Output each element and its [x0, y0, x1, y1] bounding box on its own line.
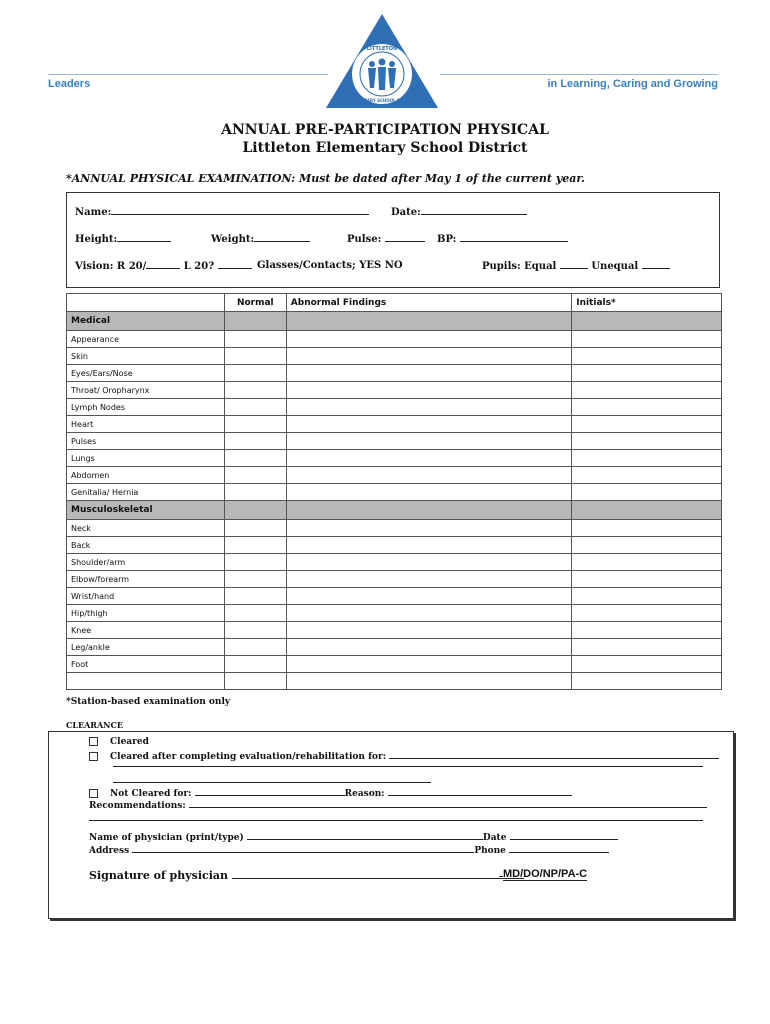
initials-cell[interactable]: [572, 450, 722, 467]
district-logo: [324, 12, 440, 112]
normal-cell[interactable]: [224, 622, 286, 639]
address-field[interactable]: [132, 844, 474, 853]
station-note: *Station-based examination only: [66, 697, 231, 707]
table-row: [67, 588, 722, 605]
normal-cell[interactable]: [224, 588, 286, 605]
section-row: [67, 312, 722, 331]
normal-cell[interactable]: [224, 520, 286, 537]
normal-cell[interactable]: [224, 571, 286, 588]
initials-cell[interactable]: [572, 673, 722, 690]
pupils-equal-label: Pupils: Equal: [482, 261, 557, 272]
initials-cell[interactable]: [572, 382, 722, 399]
table-header-cell: Abnormal Findings: [286, 294, 571, 312]
table-row: [67, 639, 722, 656]
cleared-after-line-2[interactable]: [113, 766, 703, 767]
abnormal-findings-cell[interactable]: [286, 656, 571, 673]
abnormal-findings-cell[interactable]: [286, 673, 571, 690]
exam-item-label: Hip/thigh: [67, 605, 225, 622]
section-row: [67, 501, 722, 520]
section-cell: [224, 312, 286, 331]
section-cell: [286, 312, 571, 331]
table-row: [67, 673, 722, 690]
normal-cell[interactable]: [224, 673, 286, 690]
weight-label: Weight:: [211, 234, 255, 245]
not-cleared-checkbox[interactable]: [89, 789, 98, 798]
table-header-row: [67, 294, 722, 312]
abnormal-findings-cell[interactable]: [286, 622, 571, 639]
clearance-heading: CLEARANCE: [66, 720, 123, 730]
date-label: Date:: [391, 207, 421, 218]
normal-cell[interactable]: [224, 433, 286, 450]
height-label: Height:: [75, 234, 118, 245]
table-header-cell: Initials*: [572, 294, 722, 312]
table-row: [67, 331, 722, 348]
exam-item-label: Neck: [67, 520, 225, 537]
section-cell: [572, 312, 722, 331]
initials-cell[interactable]: [572, 484, 722, 501]
abnormal-findings-cell[interactable]: [286, 588, 571, 605]
abnormal-findings-cell[interactable]: [286, 467, 571, 484]
initials-cell[interactable]: [572, 416, 722, 433]
initials-cell[interactable]: [572, 520, 722, 537]
normal-cell[interactable]: [224, 331, 286, 348]
abnormal-findings-cell[interactable]: [286, 554, 571, 571]
abnormal-findings-cell[interactable]: [286, 520, 571, 537]
table-row: [67, 433, 722, 450]
normal-cell[interactable]: [224, 656, 286, 673]
initials-cell[interactable]: [572, 433, 722, 450]
initials-cell[interactable]: [572, 656, 722, 673]
abnormal-findings-cell[interactable]: [286, 571, 571, 588]
exam-item-label: Leg/ankle: [67, 639, 225, 656]
section-name: Medical: [67, 312, 225, 331]
initials-cell[interactable]: [572, 571, 722, 588]
tagline-right: in Learning, Caring and Growing: [547, 78, 718, 90]
exam-item-label: Lungs: [67, 450, 225, 467]
name-label: Name:: [75, 207, 112, 218]
exam-item-label: Elbow/forearm: [67, 571, 225, 588]
normal-cell[interactable]: [224, 484, 286, 501]
abnormal-findings-cell[interactable]: [286, 605, 571, 622]
cleared-after-label: Cleared after completing evaluation/rehabilitation for:: [110, 752, 387, 762]
initials-cell[interactable]: [572, 399, 722, 416]
initials-cell[interactable]: [572, 622, 722, 639]
exam-item-label: Throat/ Oropharynx: [67, 382, 225, 399]
initials-cell[interactable]: [572, 639, 722, 656]
not-cleared-field[interactable]: [195, 787, 345, 796]
abnormal-findings-cell[interactable]: [286, 433, 571, 450]
section-name: Musculoskeletal: [67, 501, 225, 520]
table-header-cell: Normal: [224, 294, 286, 312]
table-row: [67, 622, 722, 639]
normal-cell[interactable]: [224, 537, 286, 554]
abnormal-findings-cell[interactable]: [286, 365, 571, 382]
initials-cell[interactable]: [572, 348, 722, 365]
exam-table: [66, 293, 722, 690]
abnormal-findings-cell[interactable]: [286, 331, 571, 348]
reason-field[interactable]: [388, 787, 572, 796]
table-header-cell: [67, 294, 225, 312]
table-row: [67, 554, 722, 571]
normal-cell[interactable]: [224, 639, 286, 656]
normal-cell[interactable]: [224, 554, 286, 571]
date-note: *ANNUAL PHYSICAL EXAMINATION: Must be dated after May 1 of the current year.: [66, 172, 585, 185]
vision-right-label: Vision: R 20/: [75, 261, 147, 272]
bp-field[interactable]: [460, 233, 568, 242]
tagline-left: Leaders: [48, 78, 91, 90]
table-row: [67, 571, 722, 588]
normal-cell[interactable]: [224, 467, 286, 484]
table-row: [67, 537, 722, 554]
bp-label: BP:: [437, 234, 457, 245]
abnormal-findings-cell[interactable]: [286, 484, 571, 501]
normal-cell[interactable]: [224, 348, 286, 365]
header-rule-right: [440, 74, 718, 75]
initials-cell[interactable]: [572, 588, 722, 605]
logo-text-top: LITTLETON: [366, 46, 398, 52]
exam-item-label: Skin: [67, 348, 225, 365]
exam-item-label: Back: [67, 537, 225, 554]
section-cell: [572, 501, 722, 520]
date-label-2: Date: [482, 833, 507, 843]
exam-item-label: Pulses: [67, 433, 225, 450]
table-row: [67, 520, 722, 537]
table-row: [67, 399, 722, 416]
weight-field[interactable]: [254, 233, 310, 242]
normal-cell[interactable]: [224, 365, 286, 382]
cleared-label: Cleared: [110, 737, 149, 747]
pulse-label: Pulse:: [347, 234, 382, 245]
height-field[interactable]: [117, 233, 171, 242]
exam-item-label: Knee: [67, 622, 225, 639]
vision-left-field[interactable]: [218, 260, 252, 269]
abnormal-findings-cell[interactable]: [286, 416, 571, 433]
table-row: [67, 348, 722, 365]
normal-cell[interactable]: [224, 399, 286, 416]
recommendations-line-2[interactable]: [89, 820, 703, 821]
exam-item-label: Foot: [67, 656, 225, 673]
table-row: [67, 365, 722, 382]
abnormal-findings-cell[interactable]: [286, 537, 571, 554]
logo-text-bottom: ELEMENTARY SCHOOL DISTRICT: [346, 98, 418, 103]
address-label: Address: [89, 846, 130, 856]
initials-cell[interactable]: [572, 467, 722, 484]
pupils-unequal-label: Unequal: [591, 261, 639, 272]
recommendations-field[interactable]: [189, 799, 707, 808]
table-row: [67, 450, 722, 467]
cleared-after-line-3[interactable]: [113, 782, 431, 783]
initials-cell[interactable]: [572, 537, 722, 554]
phone-label: Phone: [474, 846, 506, 856]
pulse-field[interactable]: [385, 233, 425, 242]
abnormal-findings-cell[interactable]: [286, 348, 571, 365]
cleared-after-field[interactable]: [389, 750, 719, 759]
normal-cell[interactable]: [224, 382, 286, 399]
clearance-box: [48, 731, 734, 919]
pupils-equal-field[interactable]: [560, 260, 588, 269]
exam-item-label: Heart: [67, 416, 225, 433]
title-line-2: Littleton Elementary School District: [242, 140, 528, 156]
exam-item-label: Abdomen: [67, 467, 225, 484]
section-cell: [286, 501, 571, 520]
exam-item-label: Genitalia/ Hernia: [67, 484, 225, 501]
vision-left-label: L 20?: [183, 261, 215, 272]
reason-label: Reason:: [344, 789, 385, 799]
cleared-after-checkbox[interactable]: [89, 752, 98, 761]
title-line-1: ANNUAL PRE-PARTICIPATION PHYSICAL: [221, 122, 549, 138]
section-cell: [224, 501, 286, 520]
physician-date-field[interactable]: [510, 831, 618, 840]
student-info-box: [66, 192, 720, 288]
abnormal-findings-cell[interactable]: [286, 399, 571, 416]
abnormal-findings-cell[interactable]: [286, 382, 571, 399]
name-field[interactable]: [111, 206, 369, 215]
initials-cell[interactable]: [572, 605, 722, 622]
exam-item-label: Shoulder/arm: [67, 554, 225, 571]
glasses-label[interactable]: Glasses/Contacts; YES NO: [257, 260, 403, 271]
signature-field[interactable]: [232, 870, 524, 879]
table-row: [67, 467, 722, 484]
initials-cell[interactable]: [572, 554, 722, 571]
table-row: [67, 605, 722, 622]
signature-label: Signature of physician: [89, 869, 228, 882]
table-row: [67, 484, 722, 501]
table-row: [67, 656, 722, 673]
phone-field[interactable]: [509, 844, 609, 853]
initials-cell[interactable]: [572, 365, 722, 382]
normal-cell[interactable]: [224, 416, 286, 433]
date-field[interactable]: [421, 206, 527, 215]
abnormal-findings-cell[interactable]: [286, 450, 571, 467]
cleared-checkbox[interactable]: [89, 737, 98, 746]
recommendations-label: Recommendations:: [89, 801, 186, 811]
pupils-unequal-field[interactable]: [642, 260, 670, 269]
normal-cell[interactable]: [224, 605, 286, 622]
vision-right-field[interactable]: [146, 260, 180, 269]
abnormal-findings-cell[interactable]: [286, 639, 571, 656]
table-row: [67, 416, 722, 433]
exam-item-label: [67, 673, 225, 690]
normal-cell[interactable]: [224, 450, 286, 467]
header-rule-left: [48, 74, 328, 75]
exam-item-label: Eyes/Ears/Nose: [67, 365, 225, 382]
exam-item-label: Lymph Nodes: [67, 399, 225, 416]
exam-item-label: Appearance: [67, 331, 225, 348]
credentials-label: MD/DO/NP/PA-C: [503, 868, 588, 880]
initials-cell[interactable]: [572, 331, 722, 348]
table-row: [67, 382, 722, 399]
not-cleared-label: Not Cleared for:: [110, 789, 192, 799]
physician-name-label: Name of physician (print/type): [89, 833, 244, 843]
exam-item-label: Wrist/hand: [67, 588, 225, 605]
physician-name-field[interactable]: [247, 831, 483, 840]
